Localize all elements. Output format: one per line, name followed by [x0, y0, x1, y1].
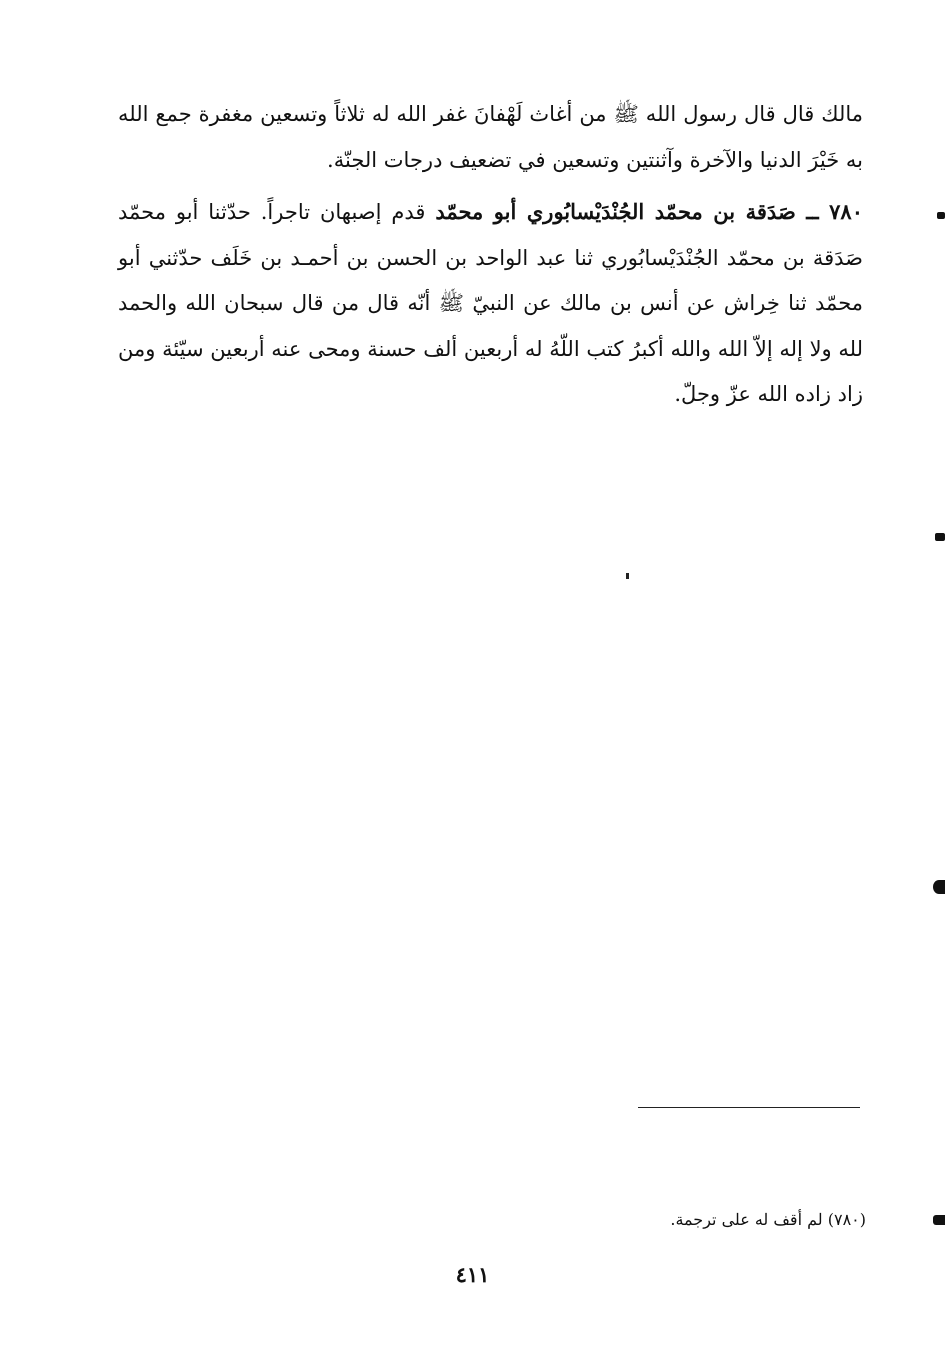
scan-edge-mark — [935, 533, 945, 541]
main-text — [118, 92, 863, 424]
scan-edge-mark — [937, 212, 945, 219]
entry-780-paragraph — [118, 189, 863, 418]
footnote: (٧٨٠) لم أقف له على ترجمة. — [670, 1210, 866, 1229]
footnote-separator — [638, 1107, 860, 1108]
entry-body: قدم إصبهان تاجراً. حدّثنا أبو محمّد صَدَقة بن محمّد الجُنْدَيْسابُوري ثنا عبد الواحد بن الحسن بن أحمـد بن خَلَف حدّثني أبو محمّد ثنا خِراش عن أنس بن مالك عن النبيّ ﷺ أنّه قال من قال سبحان الله والحمد لله ولا إله إلاّ الله والله أكبرُ كتب اللّهُ له أربعين ألف حسنة ومحى عنه أربعين سيّئة ومن زاد زاده الله عزّ وجلّ. — [118, 200, 863, 406]
page-number: ٤١١ — [455, 1262, 490, 1287]
scan-edge-mark — [933, 1215, 945, 1225]
entry-heading: ٧٨٠ ــ صَدَقة بن محمّد الجُنْدَيْسابُوري أبو محمّد — [435, 199, 863, 224]
stray-dot — [626, 573, 629, 579]
continuation-paragraph: مالك قال قال رسول الله ﷺ من أغاث لَهْفانَ غفر الله له ثلاثاً وتسعين مغفرة جمع الله به خَيْرَ الدنيا والآخرة وآثنتين وتسعين في تضعيف درجات الجنّة. — [118, 102, 863, 172]
scan-edge-mark — [933, 880, 945, 894]
